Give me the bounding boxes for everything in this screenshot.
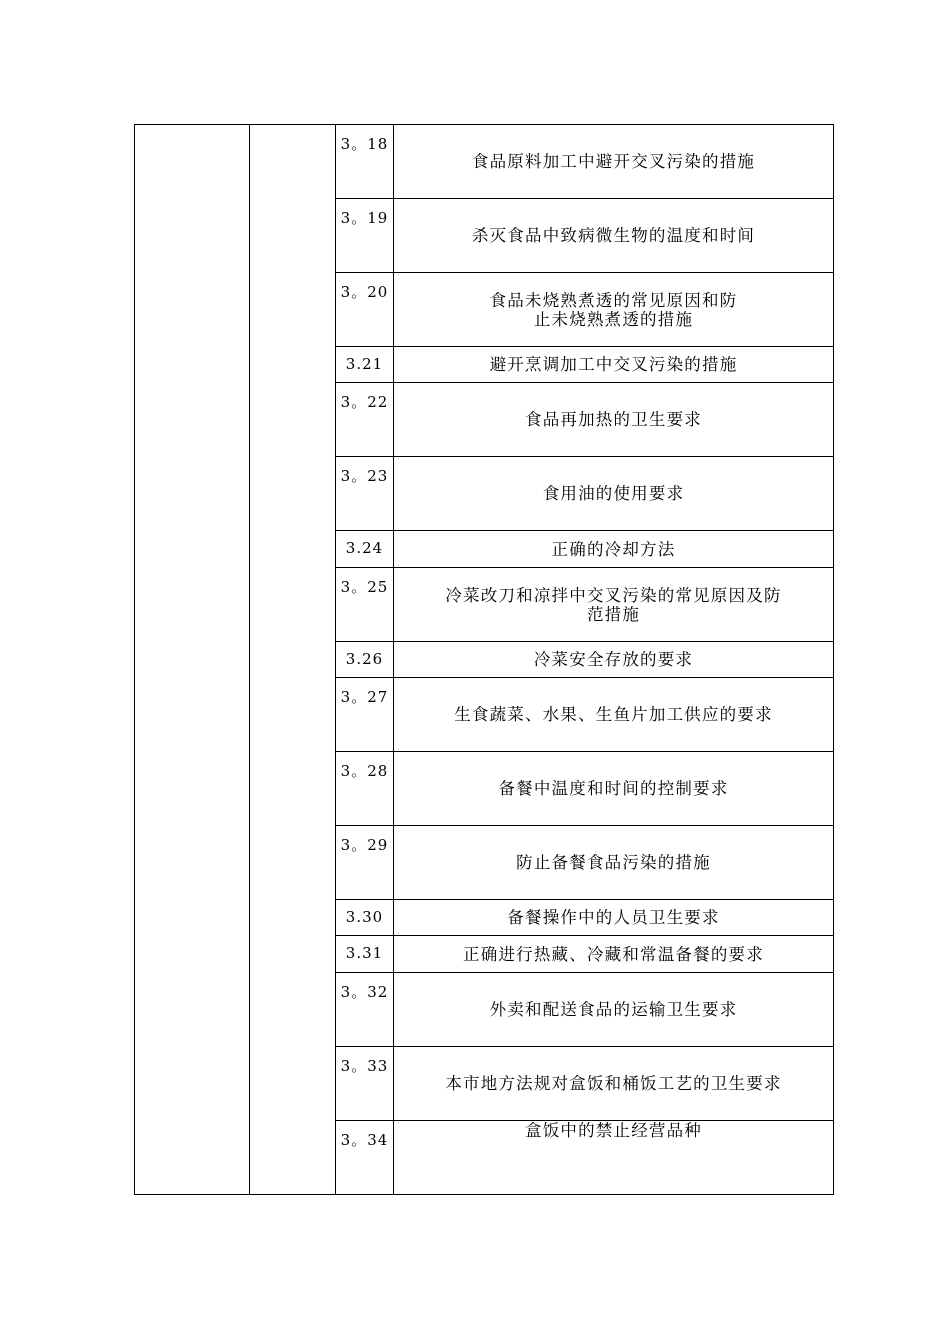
- item-topic: 食品再加热的卫生要求: [394, 383, 834, 457]
- item-number: 3。29: [336, 826, 394, 900]
- item-number: 3。22: [336, 383, 394, 457]
- curriculum-table: [134, 124, 834, 1195]
- item-number: 3。32: [336, 973, 394, 1047]
- item-number: 3.21: [336, 347, 394, 383]
- item-topic: 防止备餐食品污染的措施: [394, 826, 834, 900]
- item-number: 3.30: [336, 900, 394, 936]
- item-number: 3.24: [336, 531, 394, 568]
- item-number: 3。20: [336, 273, 394, 347]
- item-topic: 生食蔬菜、水果、生鱼片加工供应的要求: [394, 678, 834, 752]
- blank-category-cell: [135, 125, 250, 1195]
- item-topic: 备餐中温度和时间的控制要求: [394, 752, 834, 826]
- item-topic: 避开烹调加工中交叉污染的措施: [394, 347, 834, 383]
- item-topic: 正确的冷却方法: [394, 531, 834, 568]
- item-number: 3。18: [336, 125, 394, 199]
- item-number: 3。25: [336, 568, 394, 642]
- item-topic: 备餐操作中的人员卫生要求: [394, 900, 834, 936]
- item-topic: 冷菜安全存放的要求: [394, 642, 834, 678]
- item-topic: 食品原料加工中避开交叉污染的措施: [394, 125, 834, 199]
- item-topic: 盒饭中的禁止经营品种: [394, 1121, 834, 1195]
- item-topic: 食品未烧熟煮透的常见原因和防止未烧熟煮透的措施: [394, 273, 834, 347]
- item-number: 3.31: [336, 936, 394, 973]
- item-number: 3。33: [336, 1047, 394, 1121]
- item-number: 3。27: [336, 678, 394, 752]
- item-number: 3.26: [336, 642, 394, 678]
- item-topic: 本市地方法规对盒饭和桶饭工艺的卫生要求: [394, 1047, 834, 1121]
- item-number: 3。23: [336, 457, 394, 531]
- blank-subcategory-cell: [250, 125, 336, 1195]
- item-topic: 冷菜改刀和凉拌中交叉污染的常见原因及防范措施: [394, 568, 834, 642]
- item-topic: 正确进行热藏、冷藏和常温备餐的要求: [394, 936, 834, 973]
- item-topic: 外卖和配送食品的运输卫生要求: [394, 973, 834, 1047]
- item-number: 3。28: [336, 752, 394, 826]
- item-number: 3。34: [336, 1121, 394, 1195]
- item-topic: 食用油的使用要求: [394, 457, 834, 531]
- item-number: 3。19: [336, 199, 394, 273]
- item-topic: 杀灭食品中致病微生物的温度和时间: [394, 199, 834, 273]
- table-row: [135, 125, 834, 199]
